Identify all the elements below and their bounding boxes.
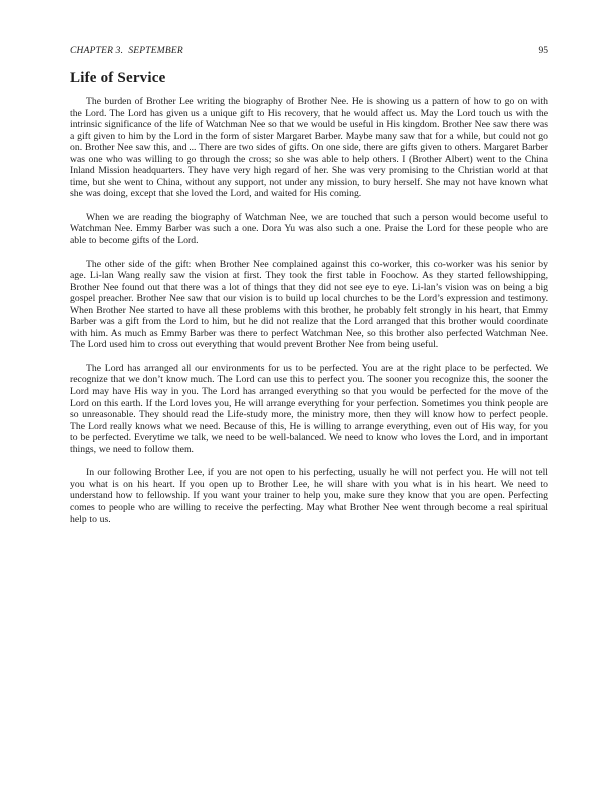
paragraph: The other side of the gift: when Brother Nee complained against this co-worker, this co-worker was his senior by age. Li-lan Wang really saw the vision at first. They took the first table in Foochow. As they started fellowshipping, Brother Nee found out that there was a lot of things that they did not see eye to eye. Li-lan’s vision was on being a big gospel preacher. Brother Nee saw that our vision is to build up local churches to be the Lord’s expression and testimony. When Brother Nee started to have all these problems with this brother, he probably felt strongly in his heart, that Emmy Barber was a gift from the Lord to him, but he did not realize that the Lord arranged that this brother would coordinate with him. As much as Emmy Barber was there to perfect Watchman Nee, so this brother also perfected Watchman Nee. The Lord used him to cross out everything that would prevent Brother Nee from being useful. [70,258,548,351]
chapter-running-header: CHAPTER 3. SEPTEMBER [70,46,183,56]
paragraph: In our following Brother Lee, if you are not open to his perfecting, usually he will not perfect you. He will not tell you what is on his heart. If you open up to Brother Lee, he will share with you what is in his heart. We need to understand how to fellowship. If you want your trainer to help you, make sure they know that you are open. Perfecting comes to people who are willing to receive the perfecting. May what Brother Nee went through become a real spiritual help to us. [70,467,548,525]
page-number: 95 [538,46,548,56]
document-body [70,96,548,525]
page-header [70,46,548,57]
section-title: Life of Service [70,70,166,86]
paragraph: The Lord has arranged all our environments for us to be perfected. You are at the right place to be perfected. We recognize that we don’t know much. The Lord can use this to perfect you. The sooner you recognize this, the sooner the Lord may have His way in you. The Lord has arranged everything so that you would be perfected for the move of the Lord on this earth. If the Lord loves you, He will arrange everything for your perfection. Sometimes you think people are so unreasonable. They should read the Life-study more, the ministry more, then they will know how to perfect people. The Lord really knows what we need. Because of this, He is willing to arrange everything, even out of His way, for you to be perfected. Everytime we talk, we need to be well-balanced. We need to know who loves the Lord, and in important things, we need to follow them. [70,362,548,455]
paragraph: When we are reading the biography of Watchman Nee, we are touched that such a person would become useful to Watchman Nee. Emmy Barber was such a one. Dora Yu was also such a one. Praise the Lord for these people who are able to become gifts of the Lord. [70,211,548,247]
paragraph: The burden of Brother Lee writing the biography of Brother Nee. He is showing us a pattern of how to go on with the Lord. The Lord has given us a unique gift to His recovery, that he would affect us. May the Lord touch us with the intrinsic significance of the life of Watchman Nee so that we would be useful in His kingdom. Brother Nee saw there was a gift given to him by the Lord in the form of sister Margaret Barber. Maybe many saw that for a while, but could not go on. Brother Nee saw this, and ... There are two sides of gifts. On one side, there are gifts given to others. Margaret Barber was one who was willing to go through the cross; so she was able to help others. I (Brother Albert) went to the China Inland Mission headquarters. They have very high regard of her. She was very promising to the Christian world at that time, but she went to China, without any support, not under any mission, to bury herself. She may not have known what she was doing, except that she loved the Lord, and waited for His coming. [70,96,548,200]
